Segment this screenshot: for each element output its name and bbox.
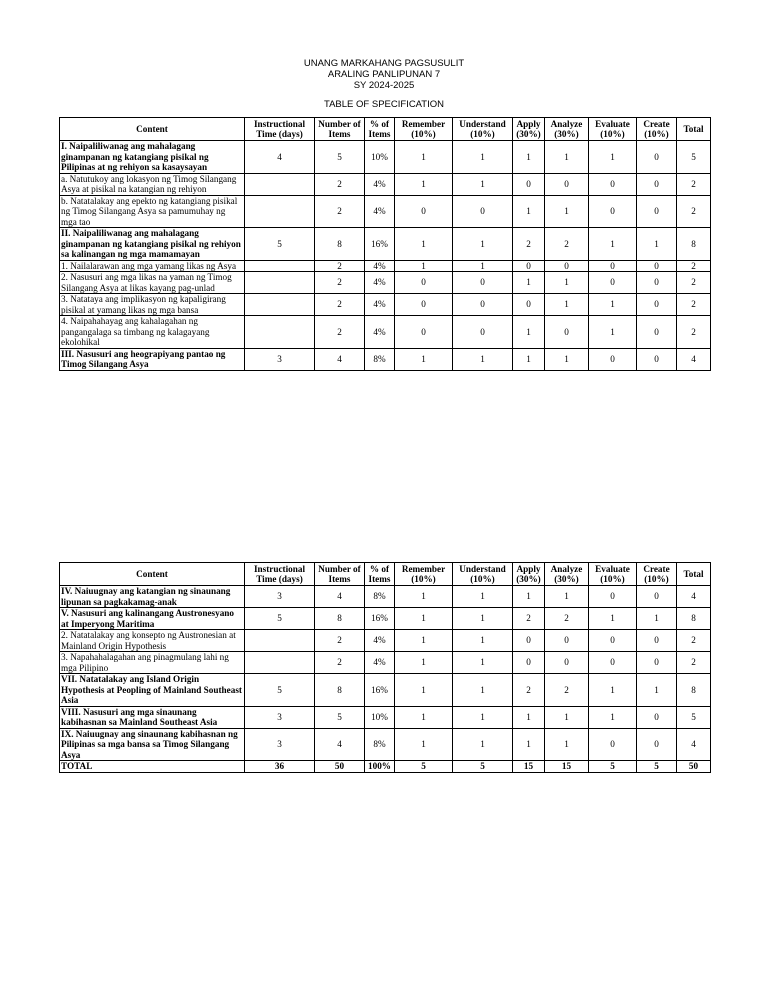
sub-competency-row bbox=[60, 195, 711, 228]
cell-remember: 5 bbox=[395, 761, 453, 773]
competency-row bbox=[60, 228, 711, 261]
cell-remember: 1 bbox=[395, 173, 453, 195]
cell-items: 8 bbox=[315, 608, 365, 630]
cell-items: 2 bbox=[315, 316, 365, 349]
cell-time: 3 bbox=[245, 706, 315, 728]
cell-pct: 4% bbox=[365, 630, 395, 652]
header-understand bbox=[453, 563, 513, 586]
cell-remember: 1 bbox=[395, 348, 453, 370]
header-remember bbox=[395, 563, 453, 586]
cell-remember: 1 bbox=[395, 608, 453, 630]
header-evaluate-line: Evaluate bbox=[595, 118, 630, 129]
cell-time: 5 bbox=[245, 674, 315, 707]
cell-time: 3 bbox=[245, 348, 315, 370]
exam-title: UNANG MARKAHANG PAGSUSULIT bbox=[303, 58, 465, 69]
cell-apply: 0 bbox=[513, 294, 545, 316]
cell-create: 1 bbox=[637, 228, 677, 261]
header-remember-line: (10%) bbox=[411, 129, 436, 139]
cell-remember: 1 bbox=[395, 728, 453, 761]
cell-analyze: 2 bbox=[545, 674, 589, 707]
cell-create: 5 bbox=[637, 761, 677, 773]
header-total: Total bbox=[677, 563, 711, 586]
table-body bbox=[60, 141, 711, 371]
cell-understand: 5 bbox=[453, 761, 513, 773]
cell-content: III. Nasusuri ang heograpiyang pantao ng Timog Silangang Asya bbox=[60, 348, 245, 370]
cell-evaluate: 0 bbox=[589, 586, 637, 608]
cell-create: 0 bbox=[637, 586, 677, 608]
cell-create: 0 bbox=[637, 316, 677, 349]
header-time-line: Instructional bbox=[253, 118, 306, 129]
cell-time: 5 bbox=[245, 608, 315, 630]
cell-pct: 16% bbox=[365, 674, 395, 707]
header-evaluate bbox=[589, 563, 637, 586]
cell-time: 3 bbox=[245, 728, 315, 761]
cell-time: 4 bbox=[245, 141, 315, 174]
header-create bbox=[637, 563, 677, 586]
competency-row bbox=[60, 706, 711, 728]
cell-analyze: 0 bbox=[545, 316, 589, 349]
sub-competency-row bbox=[60, 272, 711, 294]
cell-apply: 1 bbox=[513, 728, 545, 761]
cell-apply: 2 bbox=[513, 608, 545, 630]
cell-understand: 1 bbox=[453, 630, 513, 652]
header-pct-line: % of bbox=[369, 563, 390, 574]
cell-understand: 1 bbox=[453, 652, 513, 674]
cell-analyze: 1 bbox=[545, 348, 589, 370]
subject-title: ARALING PANLIPUNAN 7 bbox=[327, 69, 441, 80]
header-apply bbox=[513, 563, 545, 586]
cell-understand: 0 bbox=[453, 294, 513, 316]
cell-content: 3. Natataya ang implikasyon ng kapaligirang pisikal at yamang likas ng mga bansa bbox=[60, 294, 245, 316]
cell-total: 2 bbox=[677, 630, 711, 652]
header-evaluate bbox=[589, 118, 637, 141]
cell-total: 2 bbox=[677, 260, 711, 272]
cell-items: 5 bbox=[315, 706, 365, 728]
cell-content: IX. Naiuugnay ang sinaunang kabihasnan ng Pilipinas sa mga bansa sa Timog Silangang Asya bbox=[60, 728, 245, 761]
cell-content: 2. Natatalakay ang konsepto ng Austronesian at Mainland Origin Hypothesis bbox=[60, 630, 245, 652]
cell-create: 0 bbox=[637, 272, 677, 294]
cell-total: 50 bbox=[677, 761, 711, 773]
header-analyze-line: Analyze bbox=[550, 563, 583, 574]
header-apply-line: Apply bbox=[516, 563, 541, 574]
sub-competency-row bbox=[60, 294, 711, 316]
cell-items: 2 bbox=[315, 652, 365, 674]
cell-evaluate: 0 bbox=[589, 260, 637, 272]
cell-evaluate: 1 bbox=[589, 141, 637, 174]
cell-understand: 1 bbox=[453, 348, 513, 370]
sub-competency-row bbox=[60, 260, 711, 272]
cell-pct: 4% bbox=[365, 652, 395, 674]
header-time-line: Time (days) bbox=[256, 129, 303, 139]
total-row bbox=[60, 761, 711, 773]
cell-content: I. Naipaliliwanag ang mahalagang ginampanan ng katangiang pisikal ng Pilipinas at ng rehiyon sa kasaysayan bbox=[60, 141, 245, 174]
header-remember-line: Remember bbox=[401, 563, 446, 574]
header-pct bbox=[365, 563, 395, 586]
header-time bbox=[245, 563, 315, 586]
header-evaluate-line: (10%) bbox=[600, 574, 625, 584]
header-analyze-line: (30%) bbox=[554, 129, 579, 139]
cell-total: 2 bbox=[677, 316, 711, 349]
cell-content: VII. Natatalakay ang Island Origin Hypothesis at Peopling of Mainland Southeast Asia bbox=[60, 674, 245, 707]
cell-remember: 1 bbox=[395, 228, 453, 261]
cell-items: 4 bbox=[315, 728, 365, 761]
cell-apply: 1 bbox=[513, 348, 545, 370]
header-analyze bbox=[545, 563, 589, 586]
cell-total: 8 bbox=[677, 608, 711, 630]
cell-analyze: 1 bbox=[545, 706, 589, 728]
cell-understand: 1 bbox=[453, 608, 513, 630]
cell-create: 0 bbox=[637, 706, 677, 728]
cell-pct: 10% bbox=[365, 141, 395, 174]
cell-items: 50 bbox=[315, 761, 365, 773]
sub-competency-row bbox=[60, 630, 711, 652]
cell-remember: 0 bbox=[395, 316, 453, 349]
cell-content: TOTAL bbox=[60, 761, 245, 773]
cell-analyze: 2 bbox=[545, 228, 589, 261]
sub-competency-row bbox=[60, 652, 711, 674]
cell-items: 5 bbox=[315, 141, 365, 174]
cell-analyze: 1 bbox=[545, 195, 589, 228]
header-analyze-line: (30%) bbox=[554, 574, 579, 584]
competency-row bbox=[60, 141, 711, 174]
cell-total: 8 bbox=[677, 228, 711, 261]
cell-analyze: 0 bbox=[545, 260, 589, 272]
cell-remember: 1 bbox=[395, 141, 453, 174]
cell-evaluate: 1 bbox=[589, 228, 637, 261]
header-understand-line: (10%) bbox=[470, 574, 495, 584]
cell-apply: 1 bbox=[513, 316, 545, 349]
cell-apply: 1 bbox=[513, 586, 545, 608]
cell-pct: 4% bbox=[365, 272, 395, 294]
sub-competency-row bbox=[60, 316, 711, 349]
cell-remember: 0 bbox=[395, 272, 453, 294]
cell-apply: 1 bbox=[513, 195, 545, 228]
cell-remember: 1 bbox=[395, 260, 453, 272]
cell-apply: 15 bbox=[513, 761, 545, 773]
cell-evaluate: 5 bbox=[589, 761, 637, 773]
header-time bbox=[245, 118, 315, 141]
header-pct-line: Items bbox=[368, 574, 391, 584]
cell-content: II. Naipaliliwanag ang mahalagang ginampanan ng katangiang pisikal ng rehiyon sa kalinangan ng mga mamamayan bbox=[60, 228, 245, 261]
cell-time bbox=[245, 316, 315, 349]
cell-remember: 1 bbox=[395, 652, 453, 674]
cell-create: 0 bbox=[637, 195, 677, 228]
cell-evaluate: 0 bbox=[589, 348, 637, 370]
cell-time: 3 bbox=[245, 586, 315, 608]
cell-evaluate: 0 bbox=[589, 272, 637, 294]
cell-content: VIII. Nasusuri ang mga sinaunang kabihasnan sa Mainland Southeast Asia bbox=[60, 706, 245, 728]
header-pct bbox=[365, 118, 395, 141]
cell-understand: 0 bbox=[453, 316, 513, 349]
table-header bbox=[60, 563, 711, 586]
cell-items: 2 bbox=[315, 195, 365, 228]
header-create-line: (10%) bbox=[644, 574, 669, 584]
cell-items: 8 bbox=[315, 228, 365, 261]
cell-analyze: 1 bbox=[545, 586, 589, 608]
cell-items: 2 bbox=[315, 630, 365, 652]
header-row bbox=[60, 118, 711, 141]
cell-pct: 4% bbox=[365, 260, 395, 272]
cell-items: 8 bbox=[315, 674, 365, 707]
header-create-line: Create bbox=[643, 563, 670, 574]
cell-remember: 0 bbox=[395, 294, 453, 316]
cell-analyze: 1 bbox=[545, 141, 589, 174]
header-pct-line: Items bbox=[368, 129, 391, 139]
cell-understand: 1 bbox=[453, 728, 513, 761]
header-create-line: (10%) bbox=[644, 129, 669, 139]
header-content: Content bbox=[60, 563, 245, 586]
cell-understand: 1 bbox=[453, 260, 513, 272]
cell-evaluate: 1 bbox=[589, 294, 637, 316]
cell-remember: 1 bbox=[395, 586, 453, 608]
cell-pct: 100% bbox=[365, 761, 395, 773]
cell-pct: 8% bbox=[365, 728, 395, 761]
cell-evaluate: 0 bbox=[589, 630, 637, 652]
cell-apply: 2 bbox=[513, 228, 545, 261]
cell-remember: 1 bbox=[395, 674, 453, 707]
cell-time bbox=[245, 195, 315, 228]
cell-create: 1 bbox=[637, 608, 677, 630]
cell-apply: 0 bbox=[513, 652, 545, 674]
cell-pct: 16% bbox=[365, 228, 395, 261]
header-analyze-line: Analyze bbox=[550, 118, 583, 129]
header-items bbox=[315, 118, 365, 141]
cell-evaluate: 0 bbox=[589, 173, 637, 195]
cell-total: 2 bbox=[677, 173, 711, 195]
school-year: SY 2024-2025 bbox=[353, 80, 415, 91]
competency-row bbox=[60, 608, 711, 630]
cell-evaluate: 1 bbox=[589, 316, 637, 349]
cell-total: 5 bbox=[677, 141, 711, 174]
cell-analyze: 1 bbox=[545, 728, 589, 761]
header-evaluate-line: Evaluate bbox=[595, 563, 630, 574]
cell-evaluate: 0 bbox=[589, 652, 637, 674]
cell-apply: 0 bbox=[513, 173, 545, 195]
header-understand-line: Understand bbox=[459, 118, 506, 129]
cell-analyze: 1 bbox=[545, 272, 589, 294]
table-body bbox=[60, 586, 711, 773]
cell-create: 0 bbox=[637, 652, 677, 674]
cell-understand: 1 bbox=[453, 706, 513, 728]
header-understand-line: Understand bbox=[459, 563, 506, 574]
cell-pct: 4% bbox=[365, 316, 395, 349]
header-remember-line: Remember bbox=[401, 118, 446, 129]
cell-pct: 4% bbox=[365, 195, 395, 228]
tos-table-1 bbox=[59, 117, 711, 371]
cell-remember: 1 bbox=[395, 706, 453, 728]
cell-remember: 0 bbox=[395, 195, 453, 228]
cell-analyze: 0 bbox=[545, 652, 589, 674]
cell-time bbox=[245, 294, 315, 316]
cell-analyze: 2 bbox=[545, 608, 589, 630]
competency-row bbox=[60, 728, 711, 761]
cell-analyze: 1 bbox=[545, 294, 589, 316]
document-header bbox=[0, 58, 768, 110]
cell-understand: 0 bbox=[453, 195, 513, 228]
cell-analyze: 0 bbox=[545, 630, 589, 652]
cell-items: 4 bbox=[315, 586, 365, 608]
cell-pct: 10% bbox=[365, 706, 395, 728]
table-header bbox=[60, 118, 711, 141]
competency-row bbox=[60, 348, 711, 370]
header-understand bbox=[453, 118, 513, 141]
cell-apply: 1 bbox=[513, 706, 545, 728]
header-total: Total bbox=[677, 118, 711, 141]
cell-apply: 1 bbox=[513, 272, 545, 294]
header-evaluate-line: (10%) bbox=[600, 129, 625, 139]
cell-create: 0 bbox=[637, 630, 677, 652]
cell-items: 2 bbox=[315, 260, 365, 272]
cell-pct: 8% bbox=[365, 348, 395, 370]
cell-items: 2 bbox=[315, 173, 365, 195]
cell-items: 2 bbox=[315, 272, 365, 294]
cell-evaluate: 1 bbox=[589, 706, 637, 728]
header-remember bbox=[395, 118, 453, 141]
cell-apply: 2 bbox=[513, 674, 545, 707]
header-items bbox=[315, 563, 365, 586]
cell-understand: 0 bbox=[453, 272, 513, 294]
header-analyze bbox=[545, 118, 589, 141]
cell-time bbox=[245, 260, 315, 272]
cell-create: 0 bbox=[637, 173, 677, 195]
cell-total: 4 bbox=[677, 586, 711, 608]
cell-content: a. Natutukoy ang lokasyon ng Timog Silangang Asya at pisikal na katangian ng rehiyon bbox=[60, 173, 245, 195]
cell-evaluate: 1 bbox=[589, 674, 637, 707]
table-title: TABLE OF SPECIFICATION bbox=[324, 99, 444, 110]
header-apply bbox=[513, 118, 545, 141]
header-apply-line: (30%) bbox=[516, 129, 541, 139]
cell-create: 0 bbox=[637, 728, 677, 761]
cell-total: 2 bbox=[677, 652, 711, 674]
cell-total: 2 bbox=[677, 195, 711, 228]
cell-create: 0 bbox=[637, 141, 677, 174]
cell-content: 3. Napahahalagahan ang pinagmulang lahi ng mga Pilipino bbox=[60, 652, 245, 674]
cell-apply: 1 bbox=[513, 141, 545, 174]
cell-content: 4. Naipahahayag ang kahalagahan ng pangangalaga sa timbang ng kalagayang ekolohikal bbox=[60, 316, 245, 349]
header-items-line: Number of bbox=[318, 118, 361, 129]
cell-remember: 1 bbox=[395, 630, 453, 652]
header-row bbox=[60, 563, 711, 586]
competency-row bbox=[60, 586, 711, 608]
cell-total: 5 bbox=[677, 706, 711, 728]
header-apply-line: (30%) bbox=[516, 574, 541, 584]
cell-items: 4 bbox=[315, 348, 365, 370]
cell-total: 4 bbox=[677, 728, 711, 761]
cell-pct: 4% bbox=[365, 294, 395, 316]
cell-create: 0 bbox=[637, 294, 677, 316]
cell-analyze: 15 bbox=[545, 761, 589, 773]
cell-understand: 1 bbox=[453, 141, 513, 174]
cell-content: 1. Nailalarawan ang mga yamang likas ng Asya bbox=[60, 260, 245, 272]
cell-time bbox=[245, 652, 315, 674]
cell-analyze: 0 bbox=[545, 173, 589, 195]
cell-total: 2 bbox=[677, 272, 711, 294]
cell-time bbox=[245, 272, 315, 294]
cell-time: 5 bbox=[245, 228, 315, 261]
cell-pct: 16% bbox=[365, 608, 395, 630]
cell-total: 2 bbox=[677, 294, 711, 316]
cell-evaluate: 0 bbox=[589, 195, 637, 228]
cell-understand: 1 bbox=[453, 586, 513, 608]
cell-pct: 8% bbox=[365, 586, 395, 608]
header-content: Content bbox=[60, 118, 245, 141]
competency-row bbox=[60, 674, 711, 707]
cell-evaluate: 0 bbox=[589, 728, 637, 761]
header-items-line: Number of bbox=[318, 563, 361, 574]
cell-time: 36 bbox=[245, 761, 315, 773]
cell-create: 0 bbox=[637, 260, 677, 272]
cell-apply: 0 bbox=[513, 260, 545, 272]
header-items-line: Items bbox=[328, 129, 351, 139]
cell-pct: 4% bbox=[365, 173, 395, 195]
cell-create: 0 bbox=[637, 348, 677, 370]
cell-time bbox=[245, 630, 315, 652]
cell-content: 2. Nasusuri ang mga likas na yaman ng Timog Silangang Asya at likas kayang pag-unlad bbox=[60, 272, 245, 294]
cell-items: 2 bbox=[315, 294, 365, 316]
cell-apply: 0 bbox=[513, 630, 545, 652]
cell-evaluate: 1 bbox=[589, 608, 637, 630]
header-understand-line: (10%) bbox=[470, 129, 495, 139]
cell-content: b. Natatalakay ang epekto ng katangiang pisikal ng Timog Silangang Asya sa pamumuhay ng mga tao bbox=[60, 195, 245, 228]
header-remember-line: (10%) bbox=[411, 574, 436, 584]
cell-content: V. Nasusuri ang kalinangang Austronesyano at Imperyong Maritima bbox=[60, 608, 245, 630]
cell-time bbox=[245, 173, 315, 195]
cell-total: 4 bbox=[677, 348, 711, 370]
header-time-line: Time (days) bbox=[256, 574, 303, 584]
cell-understand: 1 bbox=[453, 674, 513, 707]
cell-content: IV. Naiuugnay ang katangian ng sinaunang lipunan sa pagkakamag-anak bbox=[60, 586, 245, 608]
header-pct-line: % of bbox=[369, 118, 390, 129]
header-create-line: Create bbox=[643, 118, 670, 129]
header-apply-line: Apply bbox=[516, 118, 541, 129]
tos-table-2 bbox=[59, 562, 711, 773]
header-time-line: Instructional bbox=[253, 563, 306, 574]
header-create bbox=[637, 118, 677, 141]
sub-competency-row bbox=[60, 173, 711, 195]
cell-understand: 1 bbox=[453, 173, 513, 195]
cell-create: 1 bbox=[637, 674, 677, 707]
cell-total: 8 bbox=[677, 674, 711, 707]
cell-understand: 1 bbox=[453, 228, 513, 261]
header-items-line: Items bbox=[328, 574, 351, 584]
